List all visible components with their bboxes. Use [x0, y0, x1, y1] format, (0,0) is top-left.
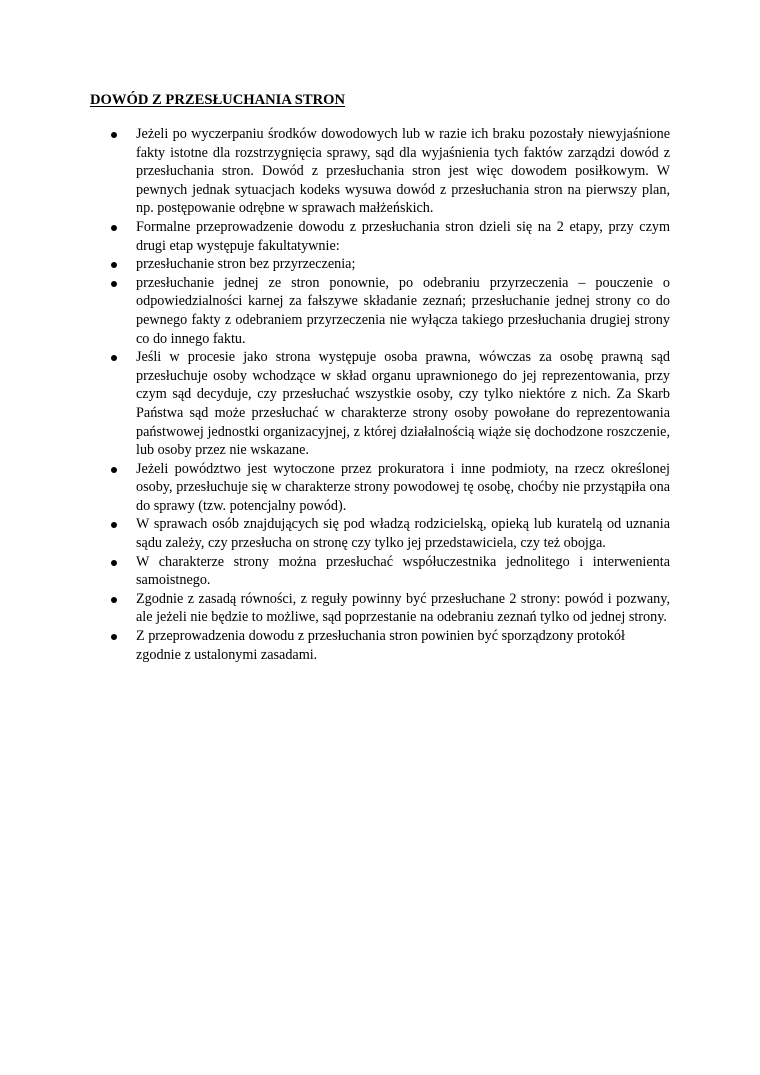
- bullet-icon: [111, 634, 117, 640]
- list-item-text: Z przeprowadzenia dowodu z przesłuchania stron powinien być sporządzony protokół zgodnie z ustalonymi zasadami.: [136, 628, 625, 663]
- list-item: [108, 218, 670, 255]
- document-title: DOWÓD Z PRZESŁUCHANIA STRON: [90, 92, 346, 108]
- bullet-list: [108, 125, 670, 664]
- list-item-text: przesłuchanie jednej ze stron ponownie, po odebraniu przyrzeczenia – pouczenie o odpowiedzialności karnej za fałszywe składanie zeznań; przesłuchanie jednej strony co do pewnego fakty z odebraniem przyrzeczenia nie wyłącza takiego przesłuchania drugiej strony co do innego faktu.: [136, 274, 670, 347]
- list-item: [108, 553, 670, 590]
- bullet-icon: [111, 522, 117, 528]
- list-item-text: przesłuchanie stron bez przyrzeczenia;: [136, 256, 356, 273]
- list-item: [108, 348, 670, 460]
- bullet-icon: [111, 225, 117, 231]
- bullet-icon: [111, 560, 117, 566]
- list-item-text: W charakterze strony można przesłuchać współuczestnika jednolitego i interwenienta samoistnego.: [136, 553, 670, 589]
- list-item-text: Jeśli w procesie jako strona występuje osoba prawna, wówczas za osobę prawną sąd przesłuchuje osoby wchodzące w skład organu uprawnionego do jej reprezentowania, przy czym sąd decyduje, czy przesłuchać wszystkie osoby, czy tylko niektóre z nich. Za Skarb Państwa sąd może przesłuchać w charakterze strony osoby powołane do reprezentowania państwowej jednostki organizacyjnej, z której działalnością wiąże się dochodzone roszczenie, lub osoby przez nie wskazane.: [136, 349, 670, 459]
- list-item: [108, 590, 670, 627]
- list-item: [108, 125, 670, 218]
- list-item-text: Zgodnie z zasadą równości, z reguły powinny być przesłuchane 2 strony: powód i pozwany, ale jeżeli nie będzie to możliwe, sąd poprzestanie na odebraniu zeznań tylko od jednej strony.: [136, 590, 670, 626]
- bullet-icon: [111, 355, 117, 361]
- list-item: [108, 460, 670, 516]
- bullet-icon: [111, 597, 117, 603]
- list-item-text: W sprawach osób znajdujących się pod władzą rodzicielską, opieką lub kuratelą od uznania sądu zależy, czy przesłucha on stronę czy tylko jej przedstawiciela, czy też obojga.: [136, 516, 670, 552]
- list-item: [108, 515, 670, 552]
- list-item: [108, 627, 670, 664]
- list-item: [108, 255, 670, 274]
- list-item-text: Jeżeli powództwo jest wytoczone przez prokuratora i inne podmioty, na rzecz określonej osoby, przesłuchuje się w charakterze strony powodowej tę osobę, choćby nie przystąpiła ona do sprawy (tzw. potencjalny powód).: [136, 460, 670, 514]
- bullet-icon: [111, 262, 117, 268]
- bullet-icon: [111, 281, 117, 287]
- bullet-icon: [111, 132, 117, 138]
- bullet-icon: [111, 467, 117, 473]
- list-item-text: Jeżeli po wyczerpaniu środków dowodowych lub w razie ich braku pozostały niewyjaśnione fakty istotne dla rozstrzygnięcia sprawy, sąd dla wyjaśnienia tych faktów zarządzi dowód z przesłuchania stron. Dowód z przesłuchania stron jest więc dowodem posiłkowym. W pewnych jednak sytuacjach kodeks wysuwa dowód z przesłuchania stron na pierwszy plan, np. postępowanie odrębne w sprawach małżeńskich.: [136, 126, 670, 217]
- list-item-text: Formalne przeprowadzenie dowodu z przesłuchania stron dzieli się na 2 etapy, przy czym drugi etap występuje fakultatywnie:: [136, 218, 670, 254]
- list-item: [108, 274, 670, 348]
